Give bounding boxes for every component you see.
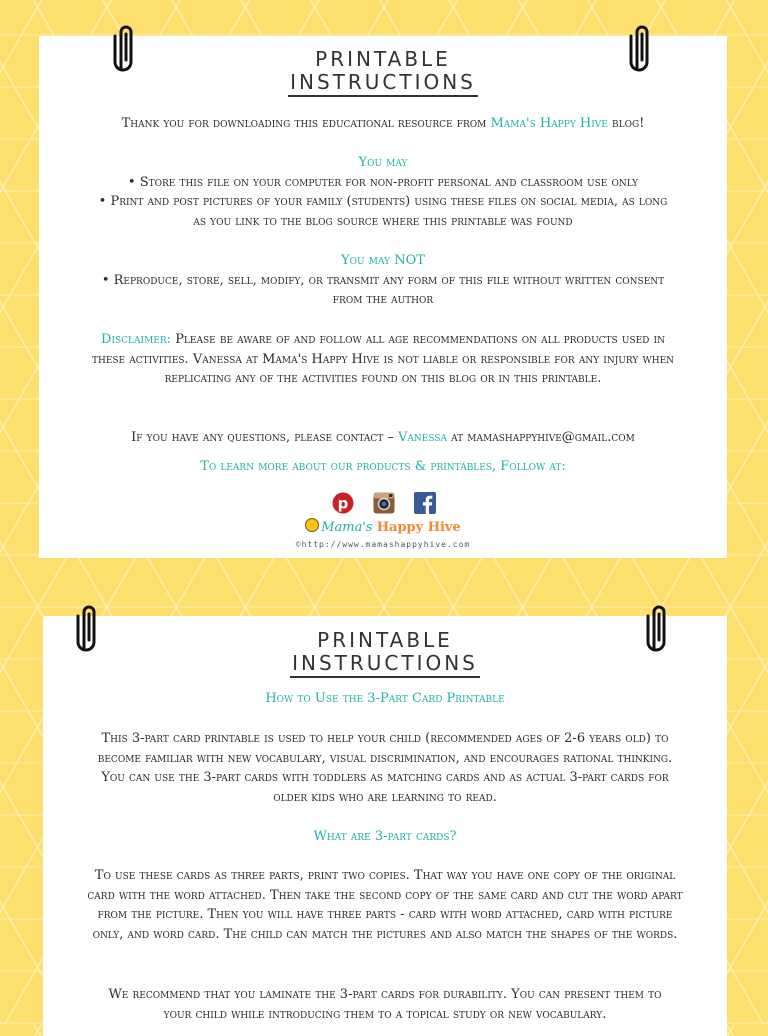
- instagram-icon[interactable]: [373, 492, 395, 514]
- instructions-card-1: [39, 36, 727, 558]
- you-may-not-section: [99, 251, 667, 310]
- contact-email: at mamashappyhive@gmail.com: [451, 430, 635, 445]
- usage-paragraph: To use these cards as three parts, print two copies. That way you have one copy of the original card with the word attached. Then take the second copy of the same card and cut the word apart from the picture. Then you will have three parts - card with word attached, card with picture only, and word card. The child can match the pictures and also match the shapes of the words.: [87, 868, 683, 942]
- disclaimer-text: Please be aware of and follow all age recommendations on all products used in these activities. Vanessa at Mama's Happy Hive is not liable or responsible for any injury when replicating any of the activities found on this blog or in this printable.: [91, 332, 675, 387]
- contact-name-link[interactable]: Vanessa: [398, 430, 448, 445]
- contact-text: If you have any questions, please contact –: [131, 430, 394, 445]
- title-line-2: INSTRUCTIONS: [288, 71, 478, 97]
- title-line-2: INSTRUCTIONS: [290, 652, 480, 678]
- page-title: [43, 629, 727, 678]
- follow-text: To learn more about our products & printables, Follow at:: [200, 459, 566, 474]
- you-may-heading: You may: [358, 155, 408, 170]
- you-may-section: [79, 153, 687, 231]
- thanks-tail: blog!: [612, 116, 645, 131]
- thanks-line: [79, 114, 687, 134]
- you-may-not-heading: You may NOT: [341, 253, 425, 268]
- disclaimer-paragraph: [91, 330, 675, 389]
- you-may-item: • Store this file on your computer for non-profit personal and classroom use only: [127, 174, 639, 190]
- title-line-1: PRINTABLE: [315, 47, 451, 71]
- page-title: [39, 48, 727, 97]
- laminate-paragraph: We recommend that you laminate the 3-part cards for durability. You can present them to your child while introducing them to a topical study or new vocabulary.: [108, 987, 662, 1022]
- svg-text:p: p: [337, 494, 349, 513]
- section-heading: What are 3-part cards?: [313, 829, 457, 844]
- thanks-text: Thank you for downloading this educational resource from: [121, 116, 487, 131]
- disclaimer-label: Disclaimer:: [101, 332, 172, 347]
- card-subtitle: How to Use the 3-Part Card Printable: [265, 691, 505, 706]
- you-may-not-item: • Reproduce, store, sell, modify, or transmit any form of this file without written consent from the author: [101, 272, 665, 308]
- brand-part-1: Mama's: [321, 520, 373, 535]
- brand-part-2: Happy Hive: [376, 520, 461, 535]
- intro-paragraph: This 3-part card printable is used to help your child (recommended ages of 2-6 years old) to become familiar with new vocabulary, visual discrimination, and encourages rational thinking. You can use the 3-part cards with toddlers as matching cards and as actual 3-part cards for older kids who are learning to read.: [97, 731, 673, 805]
- bee-icon: [305, 518, 319, 532]
- social-links: [39, 492, 727, 516]
- you-may-item: • Print and post pictures of your family (students) using these files on social media, as long as you link to the blog source where this printable was found: [98, 194, 668, 229]
- title-line-1: PRINTABLE: [317, 628, 453, 652]
- contact-line: [79, 428, 687, 448]
- brand-url: ©http://www.mamashappyhive.com: [295, 540, 471, 549]
- blog-link[interactable]: Mama's Happy Hive: [490, 116, 608, 131]
- facebook-icon[interactable]: [414, 492, 436, 514]
- brand-logo: [39, 518, 727, 536]
- instructions-card-2: [43, 616, 727, 1036]
- pinterest-icon[interactable]: [332, 492, 354, 514]
